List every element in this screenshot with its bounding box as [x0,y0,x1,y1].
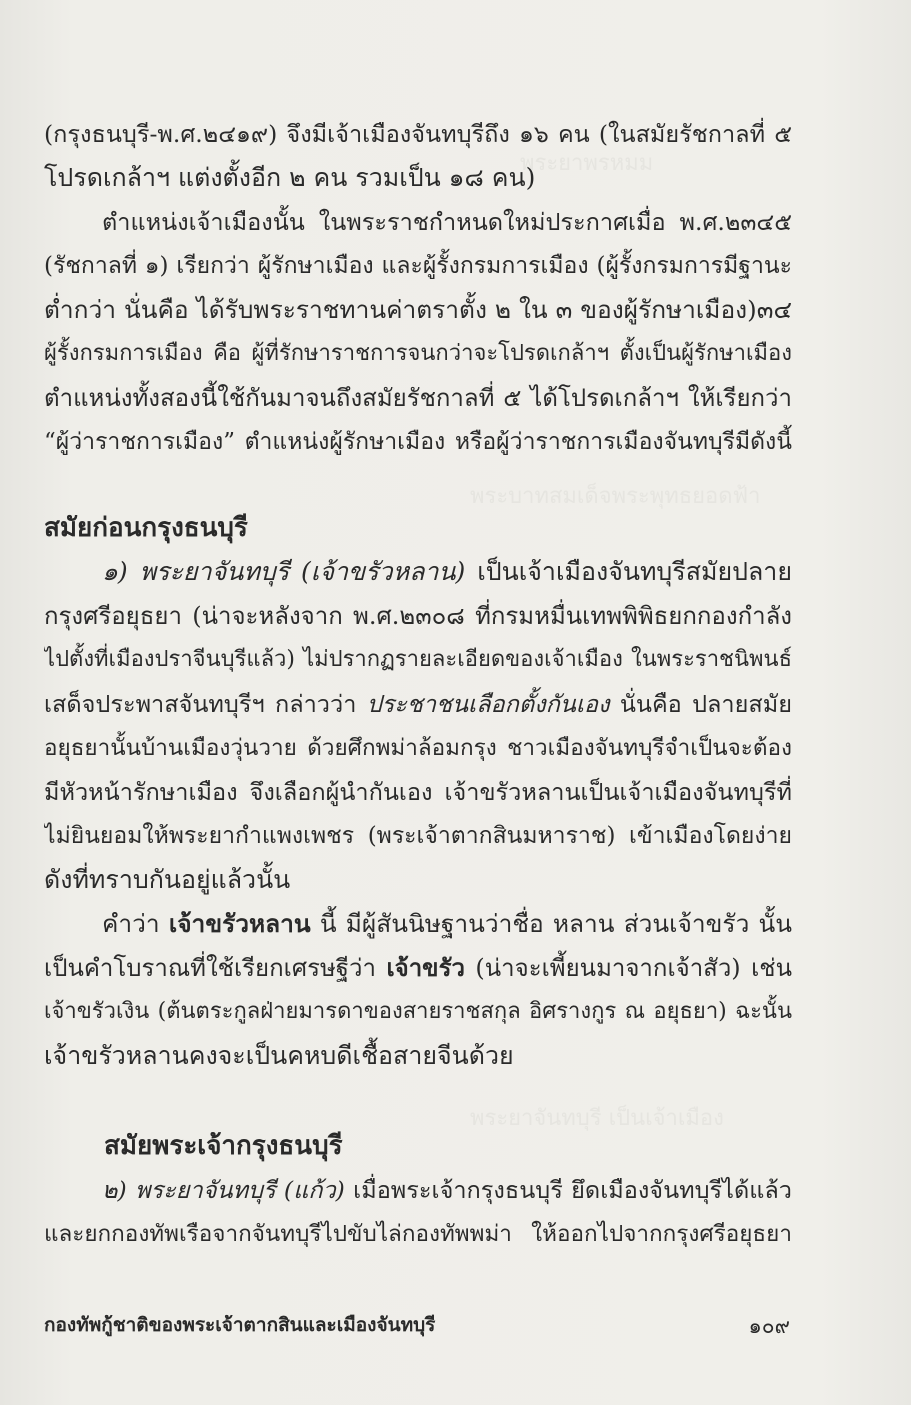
text-span: เป็นเจ้าเมืองจันทบุรีสมัยปลาย [465,557,792,586]
text-line: มีหัวหน้ารักษาเมือง จึงเลือกผู้นำกันเอง เจ้าขรัวหลานเป็นเจ้าเมืองจันทบุรีที่ [44,778,792,806]
text-line [44,550,792,594]
text-line: และยกกองทัพเรือจากจันทบุรีไปขับไล่กองทัพพม่า ให้ออกไปจากกรุงศรีอยุธยา [44,1221,792,1247]
text-span: คำว่า [102,909,169,938]
governor-name: ๒) พระยาจันทบุรี (แก้ว) [102,1176,345,1204]
text-span: เสด็จประพาสจันทบุรีฯ กล่าวว่า [44,690,367,718]
text-line: ต่ำกว่า นั่นคือ ได้รับพระราชทานค่าตราตั้ง ๒ ใน ๓ ของผู้รักษาเมือง)๓๔ [44,295,792,324]
text-line: (กรุงธนบุรี-พ.ศ.๒๔๑๙) จึงมีเจ้าเมืองจันทบุรีถึง ๑๖ คน (ในสมัยรัชกาลที่ ๕ [44,120,792,148]
text-line: อยุธยานั้นบ้านเมืองวุ่นวาย ด้วยศึกพม่าล้อมกรุง ชาวเมืองจันทบุรีจำเป็นจะต้อง [44,735,792,761]
governor-name: ๑) พระยาจันทบุรี (เจ้าขรัวหลาน) [102,557,466,586]
text-span: เมื่อพระเจ้ากรุงธนบุรี ยึดเมืองจันทบุรีได้แล้ว [344,1176,792,1204]
text-line: โปรดเกล้าฯ แต่งตั้งอีก ๒ คน รวมเป็น ๑๘ คน) [44,163,536,192]
text-line [44,1168,792,1212]
text-line: เจ้าขรัวเงิน (ต้นตระกูลฝ่ายมารดาของสายราชสกุล อิศรางกูร ณ อยุธยา) ฉะนั้น [44,999,792,1024]
quoted-phrase: ประชาชนเลือกตั้งกันเอง [366,690,610,718]
text-line: เจ้าขรัวหลานคงจะเป็นคหบดีเชื้อสายจีนด้วย [44,1041,514,1070]
section-heading: สมัยพระเจ้ากรุงธนบุรี [104,1131,343,1161]
text-line: ไม่ยินยอมให้พระยากำแพงเพชร (พระเจ้าตากสินมหาราช) เข้าเมืองโดยง่าย [44,823,792,849]
text-line [44,902,792,946]
bleed-through-text: พระบาทสมเด็จพระพุทธยอดฟ้า [470,484,761,509]
text-line: กรุงศรีอยุธยา (น่าจะหลังจาก พ.ศ.๒๓๐๘ ที่กรมหมื่นเทพพิพิธยกกองกำลัง [44,602,792,630]
paragraph-intro [44,112,792,464]
paragraph-governor-1 [44,550,792,902]
term-bold: เจ้าขรัว [386,953,465,982]
text-line [44,682,792,726]
bleed-through-text: พระยาจันทบุรี เป็นเจ้าเมือง [470,1106,724,1131]
term-bold: เจ้าขรัวหลาน [168,909,311,938]
bleed-through-text: พระยาพรหมม [520,151,654,176]
text-line: (รัชกาลที่ ๑) เรียกว่า ผู้รักษาเมือง และผู้รั้งกรมการเมือง (ผู้รั้งกรมการมีฐานะ [44,253,792,279]
running-footer-title: กองทัพกู้ชาติของพระเจ้าตากสินและเมืองจันทบุรี [44,1314,436,1336]
text-span: นั่นคือ ปลายสมัย [609,690,792,718]
text-line: ผู้รั้งกรมการเมือง คือ ผู้ที่รักษาราชการจนกว่าจะโปรดเกล้าฯ ตั้งเป็นผู้รักษาเมือง [44,341,792,366]
text-line [44,946,792,990]
text-span: (น่าจะเพี้ยนมาจากเจ้าสัว) เช่น [464,954,792,982]
text-line: ตำแหน่งทั้งสองนี้ใช้กันมาจนถึงสมัยรัชกาลที่ ๕ ได้โปรดเกล้าฯ ให้เรียกว่า [44,384,792,412]
text-line: ดังที่ทราบกันอยู่แล้วนั้น [44,865,291,894]
section-heading: สมัยก่อนกรุงธนบุรี [44,513,248,543]
paragraph-term-explanation [44,902,792,1078]
paragraph-governor-2 [44,1168,792,1256]
text-line: ไปตั้งที่เมืองปราจีนบุรีแล้ว) ไม่ปรากฏรายละเอียดของเจ้าเมือง ในพระราชนิพนธ์ [44,647,792,672]
text-span: นี้ มีผู้สันนิษฐานว่าชื่อ หลาน ส่วนเจ้าขรัว นั้น [310,909,792,938]
text-line: ตำแหน่งเจ้าเมืองนั้น ในพระราชกำหนดใหม่ประกาศเมื่อ พ.ศ.๒๓๔๕ [102,208,792,236]
page-number: ๑๐๙ [748,1314,790,1338]
text-span: เป็นคำโบราณที่ใช้เรียกเศรษฐีว่า [44,954,387,982]
text-line: “ผู้ว่าราชการเมือง” ตำแหน่งผู้รักษาเมือง หรือผู้ว่าราชการเมืองจันทบุรีมีดังนี้ [44,429,792,455]
